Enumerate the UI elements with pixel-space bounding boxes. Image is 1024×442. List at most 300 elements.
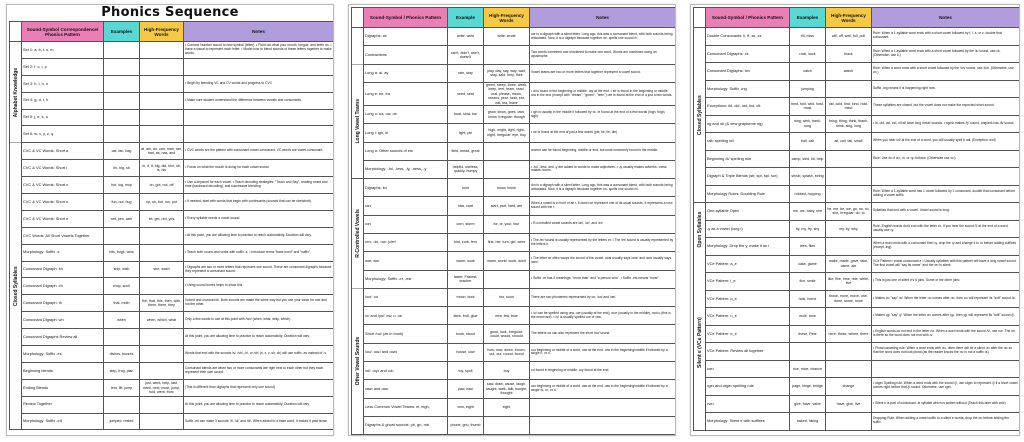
notes-cell: Rule: When a 1-syllable word ends with a short vowel followed by the /k/ sound, use ck. (Otherwise, use k.) bbox=[872, 45, 1020, 63]
pattern-cell: Consonant Digraphs: ck bbox=[706, 45, 790, 63]
table-row bbox=[694, 80, 1020, 98]
high-frequency-cell: eight bbox=[484, 398, 530, 416]
high-frequency-cell bbox=[140, 362, 184, 379]
pattern-cell: VCe Pattern: i_e bbox=[706, 273, 790, 291]
table-row bbox=[10, 312, 334, 329]
high-frequency-cell: black bbox=[826, 45, 872, 63]
header-spacer bbox=[352, 8, 364, 28]
section-label: Silent e (VCe Pattern) bbox=[694, 255, 706, 430]
high-frequency-cell: too, soon bbox=[484, 288, 530, 306]
notes-cell: • Every syllable needs a vowel sound. bbox=[184, 210, 334, 227]
pattern-cell: Long e: ee, ea bbox=[364, 82, 448, 105]
examples-cell: robbed, hopping bbox=[790, 185, 826, 203]
table-row bbox=[352, 234, 676, 252]
table-row bbox=[10, 210, 334, 227]
pattern-cell: •er•, •ir•, •ur• (•/er/ bbox=[364, 234, 448, 252]
high-frequency-cell bbox=[140, 58, 184, 75]
table-row bbox=[352, 325, 676, 343]
high-frequency-cell: green, sleep, three, week, keep, feet, team, read, real, please, mean, means, year, hear, ear, eat, tea, leave bbox=[484, 82, 530, 105]
table-row bbox=[352, 398, 676, 416]
table-row bbox=[352, 105, 676, 123]
header-high-frequency: High-Frequency Words bbox=[484, 8, 530, 28]
header-examples: Examples bbox=[790, 8, 826, 28]
pattern-cell: Less Common Vowel Teams: ei, eigh, bbox=[364, 398, 448, 416]
table-row bbox=[352, 197, 676, 215]
examples-cell bbox=[104, 329, 140, 346]
notes-cell: • -ful, -less, and -y are added to words to make adjectives. • -ly usually makes adverbs. •ness makes nouns. bbox=[530, 160, 676, 178]
examples-cell: bird, curb, fern bbox=[448, 234, 484, 252]
examples-cell: vein, eight bbox=[448, 398, 484, 416]
table-row bbox=[352, 270, 676, 288]
header-notes: Notes bbox=[530, 8, 676, 28]
table-row bbox=[694, 168, 1020, 186]
high-frequency-cell: up, us, but, run, put bbox=[140, 194, 184, 211]
table-row bbox=[694, 325, 1020, 343]
examples-cell: jumping bbox=[790, 80, 826, 98]
pattern-cell: Morphology Rules: Doubling Rule bbox=[706, 185, 790, 203]
table-row bbox=[694, 308, 1020, 326]
notes-cell bbox=[530, 416, 676, 434]
examples-cell bbox=[104, 126, 140, 143]
high-frequency-cell bbox=[484, 416, 530, 434]
high-frequency-cell: saw, draw, cause, laugh, caught, walk, talk, bought, thought bbox=[484, 380, 530, 398]
notes-cell: • The /er/ sound is usually represented by the letters er. • The /er/ sound is usually represented by the letters ir. bbox=[530, 234, 676, 252]
high-frequency-cell: when, which, what bbox=[140, 312, 184, 329]
pattern-cell: VCe Pattern: Review all together bbox=[706, 343, 790, 361]
examples-cell bbox=[104, 58, 140, 75]
table-row bbox=[694, 115, 1020, 133]
high-frequency-cell: on, got, not, off bbox=[140, 177, 184, 194]
high-frequency-cell: those, more, move, one, done, some, none bbox=[826, 290, 872, 308]
pattern-cell: Contractions bbox=[364, 46, 448, 64]
table-row bbox=[10, 42, 334, 59]
examples-cell: phone, gnu, thumb bbox=[448, 416, 484, 434]
table-row bbox=[352, 307, 676, 325]
examples-cell: corn, storm bbox=[448, 215, 484, 233]
notes-cell bbox=[184, 126, 334, 143]
examples-cell: rice, mice, chance bbox=[790, 360, 826, 378]
high-frequency-cell bbox=[826, 413, 872, 431]
table-row bbox=[10, 143, 334, 160]
high-frequency-cell: new, few, blue bbox=[484, 307, 530, 325]
table-row bbox=[352, 28, 676, 46]
examples-cell: sing, wink, bank, rung bbox=[790, 115, 826, 133]
table-row bbox=[10, 413, 334, 430]
pattern-cell: Digraphs & ghost sounds: ph, gn, mb bbox=[364, 416, 448, 434]
table-row bbox=[694, 343, 1020, 361]
table-row bbox=[10, 177, 334, 194]
table-row bbox=[352, 215, 676, 233]
phonics-table bbox=[9, 21, 334, 430]
high-frequency-cell: boy bbox=[484, 362, 530, 380]
examples-cell: write, wrist bbox=[448, 28, 484, 46]
examples-cell: can't, didn't, won't, doesn't bbox=[448, 46, 484, 64]
pattern-cell: Set 4: g, d, r, h bbox=[22, 92, 104, 109]
notes-cell: • CVC words are the pattern with consonant-vowel-consonant. VC words are vowel-consonant. bbox=[184, 143, 334, 160]
examples-cell bbox=[104, 42, 140, 59]
high-frequency-cell: know, knew bbox=[484, 179, 530, 197]
table-row bbox=[694, 413, 1020, 431]
pattern-cell: Set 6: w, x, y, z, q bbox=[22, 126, 104, 143]
examples-cell: these, Pete bbox=[790, 325, 826, 343]
pattern-cell: -y as a vowel (long i) bbox=[706, 220, 790, 238]
high-frequency-cell: write, wrote bbox=[484, 28, 530, 46]
table-row bbox=[10, 109, 334, 126]
notes-cell: When a word ends with a consonant then •y, drop the •y and change it to •i• before adding suffixes (except -ing). bbox=[872, 238, 1020, 256]
table-row bbox=[10, 58, 334, 75]
pattern-cell: Morphology: -ful, -less, -ly, -ness, -y bbox=[364, 160, 448, 178]
page-3 bbox=[690, 4, 1020, 436]
table-row bbox=[352, 416, 676, 434]
pattern-cell: •ve• bbox=[706, 395, 790, 413]
pattern-cell: CVC & VC Words: Short u bbox=[22, 194, 104, 211]
table-row bbox=[352, 46, 676, 64]
high-frequency-cell bbox=[140, 92, 184, 109]
pattern-cell: •ge• and •dge• spelling rule bbox=[706, 378, 790, 396]
table-row bbox=[10, 379, 334, 396]
table-row bbox=[694, 45, 1020, 63]
examples-cell: fill, miss bbox=[790, 28, 826, 46]
notes-cell: • ai is found in the beginning or middle. •ay at the end. • ee is found in the beginning or middle. •ea in the end (except with "dream", "green", "teen") •ee is found at the end of a just a few words. bbox=[530, 82, 676, 105]
high-frequency-cell bbox=[484, 142, 530, 160]
pattern-cell: Digraphs: kn bbox=[364, 179, 448, 197]
table-row bbox=[352, 64, 676, 82]
table-row bbox=[352, 343, 676, 361]
notes-cell: • Suffix -er has 2 meanings: "more than" and "a person who". • Suffix -est means "most". bbox=[530, 270, 676, 288]
high-frequency-cell: like, five, time, ride, white, live bbox=[826, 273, 872, 291]
examples-cell: fin, big, sit bbox=[104, 160, 140, 177]
notes-cell: • Digraphs are two or more letters that represent one sound. These are consonant digraphs because they represent a consonant sound. bbox=[184, 261, 334, 278]
notes-cell: Rule: When a 1-syllable word ends with a short vowel followed by f, l, s, or z, double that consonant. bbox=[872, 28, 1020, 46]
table-row bbox=[10, 295, 334, 312]
examples-cell: knot bbox=[448, 179, 484, 197]
pattern-cell: CVC Words: All Short Vowels Together bbox=[22, 227, 104, 244]
notes-cell: (This is different than digraphs that represent only one sound) bbox=[184, 379, 334, 396]
pattern-cell: •all• spelling /ol/ bbox=[706, 133, 790, 151]
examples-cell: stew, fruit, glue bbox=[448, 307, 484, 325]
high-frequency-cell bbox=[140, 329, 184, 346]
high-frequency-cell: in, if, it, big, did, him, sit, is, his bbox=[140, 160, 184, 177]
examples-cell: tent, lift, jump bbox=[104, 379, 140, 396]
table-row bbox=[694, 290, 1020, 308]
pattern-cell: Morphology: Drop the y, make it an i bbox=[706, 238, 790, 256]
notes-cell: • Using sound boxes helps to show this bbox=[184, 278, 334, 295]
pattern-cell: Exceptions: ild, old, ost, ind, olt bbox=[706, 98, 790, 116]
examples-cell bbox=[104, 75, 140, 92]
notes-cell: Suffix -ed can make 3 sounds: /t/, /d/, and /id/. When added to a base word, it makes it past tense. bbox=[184, 413, 334, 430]
pattern-cell: Long u: Other sounds of ew bbox=[364, 142, 448, 160]
examples-cell: chop, such bbox=[104, 278, 140, 295]
notes-cell: • Focus on what the mouth is doing for each vowel sound. bbox=[184, 160, 334, 177]
high-frequency-cell bbox=[140, 42, 184, 59]
pattern-cell: VCe Pattern: e_e bbox=[706, 325, 790, 343]
notes-cell: Two words combined and shortened to make one word. Words are combined using an apostrophe. bbox=[530, 46, 676, 64]
high-frequency-cell bbox=[826, 80, 872, 98]
high-frequency-cell bbox=[826, 238, 872, 256]
header-spacer bbox=[694, 8, 706, 28]
high-frequency-cell: grow, show, goes, own, know, Irregular: though bbox=[484, 105, 530, 123]
examples-cell bbox=[104, 396, 140, 413]
high-frequency-cell: high, might, light, right, night, Irregular: eye, buy bbox=[484, 124, 530, 142]
header-spacer bbox=[10, 22, 22, 42]
examples-cell: toy, spoil bbox=[448, 362, 484, 380]
high-frequency-cell: my, by, why bbox=[826, 220, 872, 238]
pattern-cell: CVC & VC Words: Short e bbox=[22, 210, 104, 227]
table-row bbox=[352, 142, 676, 160]
pattern-cell: ng and nk (& new grapheme ng) bbox=[706, 115, 790, 133]
notes-cell: When you hear /ol/ at the end of a word, you will usually spell it •all. (Exception: doll) bbox=[872, 133, 1020, 151]
table-row bbox=[352, 160, 676, 178]
notes-cell: Consonant blends are when two or more consonants are right next to each other but they each represent their own sound. bbox=[184, 362, 334, 379]
high-frequency-cell: just, went, help, last, want, next, must, jump, told, went, from bbox=[140, 379, 184, 396]
examples-cell: when bbox=[104, 312, 140, 329]
notes-cell: •oi found in beginning or middle. •oy found at the end. bbox=[530, 362, 676, 380]
examples-cell: camp, sled, kit, help bbox=[790, 150, 826, 168]
examples-cell: jumped, rested bbox=[104, 413, 140, 430]
pattern-cell: /u/ and /yu/: ew, u, ue bbox=[364, 307, 448, 325]
notes-cell: • Make sure student understand the difference between vowels and consonants. bbox=[184, 92, 334, 109]
pattern-cell: Long a: ai, ay bbox=[364, 64, 448, 82]
header-pattern: Sound-Symbol / Phonics Pattern bbox=[706, 8, 790, 28]
table-row bbox=[10, 75, 334, 92]
high-frequency-cell: play, day, say, way, wait, stay, said, they, their bbox=[484, 64, 530, 82]
notes-cell bbox=[530, 398, 676, 416]
examples-cell: cat, fan, bag bbox=[104, 143, 140, 160]
high-frequency-cell: how, now, down, brown, out, our, round, found bbox=[484, 343, 530, 361]
table-row bbox=[694, 98, 1020, 116]
examples-cell: paw, haul bbox=[448, 380, 484, 398]
high-frequency-cell: warm, world, work, word bbox=[484, 252, 530, 270]
notes-cell: At this point, you are allowing time to practice to reach automaticity. Duration will vary. bbox=[184, 329, 334, 346]
table-row bbox=[694, 220, 1020, 238]
high-frequency-cell bbox=[826, 308, 872, 326]
notes-cell: • Plural canceling rule: When a word ends with •s•, often there will be a silent •e• after the •s• so that the word does not look plural (as the reader knows the •s• is not a suffix •s). bbox=[872, 343, 1020, 361]
high-frequency-cell: start, part, hard, are bbox=[484, 197, 530, 215]
table-container bbox=[693, 7, 1017, 431]
pattern-cell: VCe Pattern: o_e bbox=[706, 290, 790, 308]
pattern-cell: VCe Pattern: u_e bbox=[706, 308, 790, 326]
table-row bbox=[10, 362, 334, 379]
high-frequency-cell bbox=[140, 413, 184, 430]
pattern-cell: Morphology: Suffix -ing bbox=[706, 80, 790, 98]
notes-cell: The letters oo can also represent the short /oo/ sound. bbox=[530, 325, 676, 343]
table-row bbox=[10, 160, 334, 177]
section-label: Long Vowel Teams bbox=[352, 64, 364, 179]
high-frequency-cell: all, call, tall, small bbox=[826, 133, 872, 151]
section-label: Other Vowel Sounds bbox=[352, 288, 364, 434]
notes-cell: Rule: English words don't end with the letter •i•. If you hear the sound /ī/ at the end of a word, usually use •y. bbox=[872, 220, 1020, 238]
table-container bbox=[9, 21, 331, 430]
pattern-cell: Morphology: Suffix -s bbox=[22, 244, 104, 261]
header-row bbox=[10, 22, 334, 42]
table-row bbox=[10, 92, 334, 109]
page-1 bbox=[6, 4, 334, 436]
examples-cell: star, card bbox=[448, 197, 484, 215]
examples-cell: five, smile bbox=[790, 273, 826, 291]
pattern-cell: Morphology: Suffix -er, -est bbox=[364, 270, 448, 288]
notes-cell: Syllables that end with a vowel. Vowel sound is long. bbox=[872, 203, 1020, 221]
notes-cell: •ew/ue can be found beginning, middle or end, but most commonly found in the middle. bbox=[530, 142, 676, 160]
high-frequency-cell: change bbox=[826, 378, 872, 396]
pattern-cell: Double Consonants: ll, ff, ss, zz bbox=[706, 28, 790, 46]
pattern-cell: Long o: oa, ow, oe bbox=[364, 105, 448, 123]
examples-cell: step, frog, plan bbox=[104, 362, 140, 379]
table-row bbox=[10, 396, 334, 413]
examples-cell: mule, tune bbox=[790, 308, 826, 326]
pattern-cell: Beginning blends bbox=[22, 362, 104, 379]
notes-cell: VCe Pattern= vowel-consonant-e • Usually syllables with this pattern will have a long vowel sound. The first vowel will "say its name" and the •e• is silent. bbox=[872, 255, 1020, 273]
notes-cell: • Use a keyword for each vowel. • Teach decoding strategies: "Touch and Say", reading onset and rime (backward decoding), and successive blending bbox=[184, 177, 334, 194]
pattern-cell: Long i: igh, ie bbox=[364, 124, 448, 142]
table-row bbox=[10, 244, 334, 261]
pattern-cell: Set 5: j, e, k, u bbox=[22, 109, 104, 126]
notes-cell: •ou beginning or middle of a word. •ow at the end. •ow in the beginning/middle if followed by a single n, or •l. bbox=[530, 343, 676, 361]
high-frequency-cell: will, off, well, full, pull bbox=[826, 28, 872, 46]
high-frequency-cell bbox=[826, 168, 872, 186]
notes-cell bbox=[184, 58, 334, 75]
table-row bbox=[10, 329, 334, 346]
examples-cell: hole, home bbox=[790, 290, 826, 308]
table-row bbox=[694, 238, 1020, 256]
pattern-cell: Digraphs: wr bbox=[364, 28, 448, 46]
examples-cell: page, hinge, bridge bbox=[790, 378, 826, 396]
high-frequency-cell bbox=[484, 46, 530, 64]
examples-cell bbox=[104, 92, 140, 109]
pattern-cell: CVC & VC Words: Short a bbox=[22, 143, 104, 160]
table-row bbox=[694, 28, 1020, 46]
pattern-cell: Set 1: a, b, t, s, m bbox=[22, 42, 104, 59]
examples-cell: dishes, buzzes bbox=[104, 346, 140, 363]
section-label: R-Controlled Vowels bbox=[352, 179, 364, 289]
notes-cell: • This is just one of silent e's 6 jobs. Some of the other jobs: bbox=[872, 273, 1020, 291]
examples-cell: seed, seat bbox=[448, 82, 484, 105]
notes-cell: When a vowel is in front of an r, it does not represent one of its usual sounds. It represents a new sound with the r. bbox=[530, 197, 676, 215]
notes-cell: • Teach both nouns and verbs with suffix -s. • Introduce terms "base word" and "suffix". bbox=[184, 244, 334, 261]
notes-cell: Voiced and unvoiced th. Both sounds are made the same way but you use your voice for one and not the other. bbox=[184, 295, 334, 312]
examples-cell: helpful, useless, quickly, bumpy bbox=[448, 160, 484, 178]
notes-cell: Words that end with the sounds /s/, /sh/, /z/, or /ch/ (s, x, z, sh, ch) will use suffix -es instead of -s bbox=[184, 346, 334, 363]
pattern-cell: Set 3: h, l, n, o bbox=[22, 75, 104, 92]
examples-cell: moon, boot bbox=[448, 288, 484, 306]
header-examples: Examples bbox=[104, 22, 140, 42]
notes-cell: • /u/ can be spelled using •ew, •ue (usually at the end), •u•e (usually in the middle), and u (this is the most rare). • /u/ is usually spelled •ue or •ew. bbox=[530, 307, 676, 325]
table-row bbox=[10, 261, 334, 278]
table-row bbox=[352, 362, 676, 380]
examples-cell: field, bread, great bbox=[448, 142, 484, 160]
examples-cell: catch bbox=[790, 63, 826, 81]
notes-cell: • ld, old, ost, ind, olt all have long vowel sounds. • ng/nk makes /ŋ/ sound, ang/ank has /ā/ sound. bbox=[872, 115, 1020, 133]
examples-cell: by, my, fry, shy bbox=[790, 220, 826, 238]
notes-cell: • Makes •c• "say" /s/. When the letter •c• comes after •e•, then •c• will represent its "soft" sound /s/. bbox=[872, 290, 1020, 308]
notes-cell: •au beginning or middle of a word. •aw at the end. •aw in the beginning/middle if followed by a single •k, •n, or •l. bbox=[530, 380, 676, 398]
notes-cell: • At this point, you are allowing time to practice to reach automaticity. Duration will vary. bbox=[184, 227, 334, 244]
section-label: Closed Syllables bbox=[694, 28, 706, 203]
examples-cell: shrub, splash, string bbox=[790, 168, 826, 186]
notes-cell: • •dge• Spelling rule: When a word ends with the sound /j/, use •dge• to represent /j/ if a short vowel comes right before that /j/ sound. Otherwise, use •ge•. bbox=[872, 378, 1020, 396]
table-row bbox=[694, 378, 1020, 396]
header-row bbox=[694, 8, 1020, 28]
examples-cell: give, have, valve bbox=[790, 395, 826, 413]
examples-cell: net, pen, web bbox=[104, 210, 140, 227]
header-row bbox=[352, 8, 676, 28]
table-row bbox=[352, 179, 676, 197]
examples-cell: house, cow bbox=[448, 343, 484, 361]
table-row bbox=[694, 360, 1020, 378]
table-row bbox=[10, 126, 334, 143]
pattern-cell: •or• bbox=[364, 215, 448, 233]
table-row bbox=[694, 150, 1020, 168]
table-row bbox=[694, 133, 1020, 151]
notes-cell: Dropping Rule: When adding a vowel suffix to a silent e words, drop the •e• before adding the suffix. bbox=[872, 413, 1020, 431]
pattern-cell: /oi/: •oy• and •oi• bbox=[364, 362, 448, 380]
pattern-cell: Beginning /k/ spelling rule bbox=[706, 150, 790, 168]
examples-cell bbox=[790, 343, 826, 361]
pattern-cell: •ar• bbox=[364, 197, 448, 215]
pattern-cell: One-syllable Open bbox=[706, 203, 790, 221]
section-label: Closed Syllables bbox=[10, 143, 22, 430]
notes-cell: • Connect Number sound to new symbol (letter). • Point out what your mouth, tongue, and teeth do. • Have a visual to represent each letter. • Model how to blend sounds of these letters together to make words. bbox=[184, 42, 334, 59]
table-row bbox=[352, 288, 676, 306]
high-frequency-cell bbox=[140, 109, 184, 126]
table-row bbox=[352, 380, 676, 398]
pattern-cell: CVC & VC Words: Short o bbox=[22, 177, 104, 194]
section-label: Open Syllables bbox=[694, 203, 706, 256]
high-frequency-cell bbox=[140, 126, 184, 143]
page-title: Phonics Sequence bbox=[101, 5, 239, 20]
notes-cell: • R-controlled vowel sounds are /ar/, /or/, and /er/ bbox=[530, 215, 676, 233]
notes-cell: • English words do not end in the letter •v•. When a word ends with the sound /v/, use •ve. The •e• is there so the word does not end with •v. bbox=[872, 325, 1020, 343]
high-frequency-cell bbox=[140, 396, 184, 413]
notes-cell bbox=[872, 168, 1020, 186]
table-row bbox=[352, 124, 676, 142]
examples-cell: fun, nut, hug bbox=[104, 194, 140, 211]
header-pattern: Sound-Symbol Correspondence/ Phonics Pattern bbox=[22, 22, 104, 42]
pattern-cell: Consonant Digraph: th bbox=[22, 295, 104, 312]
notes-cell: • ue is found at the end of just a few words (pie, tie, lie, die) bbox=[530, 124, 676, 142]
examples-cell: book, stood bbox=[448, 325, 484, 343]
high-frequency-cell: the, that, this, then, with, them, there, they bbox=[140, 295, 184, 312]
high-frequency-cell: good, look, Irregular: could, would, should bbox=[484, 325, 530, 343]
pattern-cell: Consonant Digraph: wh bbox=[22, 312, 104, 329]
examples-cell: bind, fold, wild, host, most bbox=[790, 98, 826, 116]
examples-cell: me, we, baby, she bbox=[790, 203, 826, 221]
examples-cell: faster, Fastest, teacher bbox=[448, 270, 484, 288]
table-row bbox=[10, 278, 334, 295]
notes-cell: These syllables are closed, but the vowel does not make the expected short sound. bbox=[872, 98, 1020, 116]
pattern-cell: •aw• and •au• bbox=[364, 380, 448, 398]
pattern-cell: Review Together bbox=[22, 396, 104, 413]
high-frequency-cell: bring, thing, think, thank, drink, sing, long bbox=[826, 115, 872, 133]
examples-cell: rain, stay bbox=[448, 64, 484, 82]
notes-cell: •kn is a digraph with a silent letter. Long ago, this was a consonant blend, with both sounds being articulated. Now, it is a digraph because together kn- spells one sound /n/. bbox=[530, 179, 676, 197]
examples-cell bbox=[104, 109, 140, 126]
high-frequency-cell: let, get, red, yes bbox=[140, 210, 184, 227]
high-frequency-cell: old, cold, find, kind, hold, mind bbox=[826, 98, 872, 116]
pattern-cell: Consonant Digraphs: tch bbox=[706, 63, 790, 81]
high-frequency-cell bbox=[140, 278, 184, 295]
high-frequency-cell: he, me, be, we, go, no, so, she, Irregular: do, to bbox=[826, 203, 872, 221]
header-high-frequency: High-Frequency Words bbox=[140, 22, 184, 42]
notes-cell: • igh is usually in the middle if followed by •t•. Ie found at the end of a few words (high, thigh, sigh). bbox=[530, 105, 676, 123]
phonics-table bbox=[351, 7, 676, 435]
pattern-cell: Morphology: Silent e with suffixes bbox=[706, 413, 790, 431]
examples-cell: boat, slow, toe bbox=[448, 105, 484, 123]
table-row bbox=[694, 395, 1020, 413]
high-frequency-cell bbox=[826, 150, 872, 168]
pattern-cell: Consonant Digraph: ch bbox=[22, 278, 104, 295]
notes-cell: • Begin by blending VC and CV words and progress to CVC bbox=[184, 75, 334, 92]
table-row bbox=[694, 273, 1020, 291]
